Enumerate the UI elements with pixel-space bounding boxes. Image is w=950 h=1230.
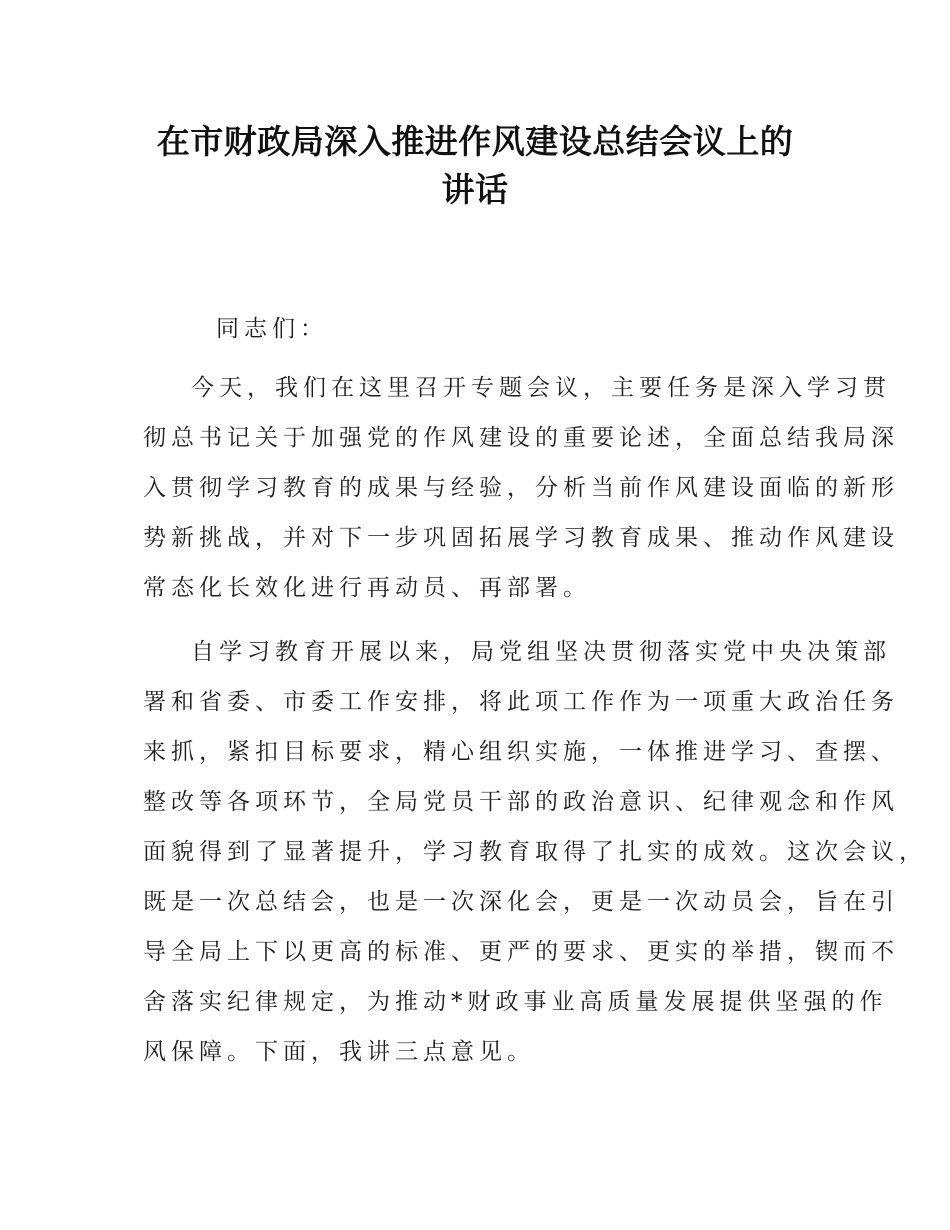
paragraph-line: 来抓，紧扣目标要求，精心组织实施，一体推进学习、查摆、 bbox=[143, 739, 899, 765]
paragraph-1 bbox=[143, 363, 899, 613]
paragraph-line: 彻总书记关于加强党的作风建设的重要论述，全面总结我局深 bbox=[143, 425, 899, 451]
paragraph-line: 常态化长效化进行再动员、再部署。 bbox=[143, 575, 591, 601]
paragraph-line: 势新挑战，并对下一步巩固拓展学习教育成果、推动作风建设 bbox=[143, 525, 899, 551]
page-title bbox=[120, 118, 830, 214]
paragraph-line: 整改等各项环节，全局党员干部的政治意识、纪律观念和作风 bbox=[143, 789, 899, 815]
title-line-1: 在市财政局深入推进作风建设总结会议上的 bbox=[156, 122, 794, 161]
paragraph-line: 自学习教育开展以来，局党组坚决贯彻落实党中央决策部 bbox=[191, 639, 891, 665]
salutation: 同志们： bbox=[216, 316, 328, 342]
paragraph-line: 导全局上下以更高的标准、更严的要求、更实的举措，锲而不 bbox=[143, 939, 899, 965]
paragraph-2 bbox=[143, 627, 927, 1077]
paragraph-line: 风保障。下面，我讲三点意见。 bbox=[143, 1039, 535, 1065]
paragraph-line: 舍落实纪律规定，为推动*财政事业高质量发展提供坚强的作 bbox=[143, 989, 888, 1015]
paragraph-line: 今天，我们在这里召开专题会议，主要任务是深入学习贯 bbox=[191, 375, 891, 401]
title-line-2: 讲话 bbox=[441, 170, 509, 209]
paragraph-line: 入贯彻学习教育的成果与经验，分析当前作风建设面临的新形 bbox=[143, 475, 899, 501]
paragraph-line: 署和省委、市委工作安排，将此项工作作为一项重大政治任务 bbox=[143, 689, 899, 715]
paragraph-line: 既是一次总结会，也是一次深化会，更是一次动员会，旨在引 bbox=[143, 889, 899, 915]
paragraph-line: 面貌得到了显著提升，学习教育取得了扎实的成效。这次会议， bbox=[143, 839, 927, 865]
